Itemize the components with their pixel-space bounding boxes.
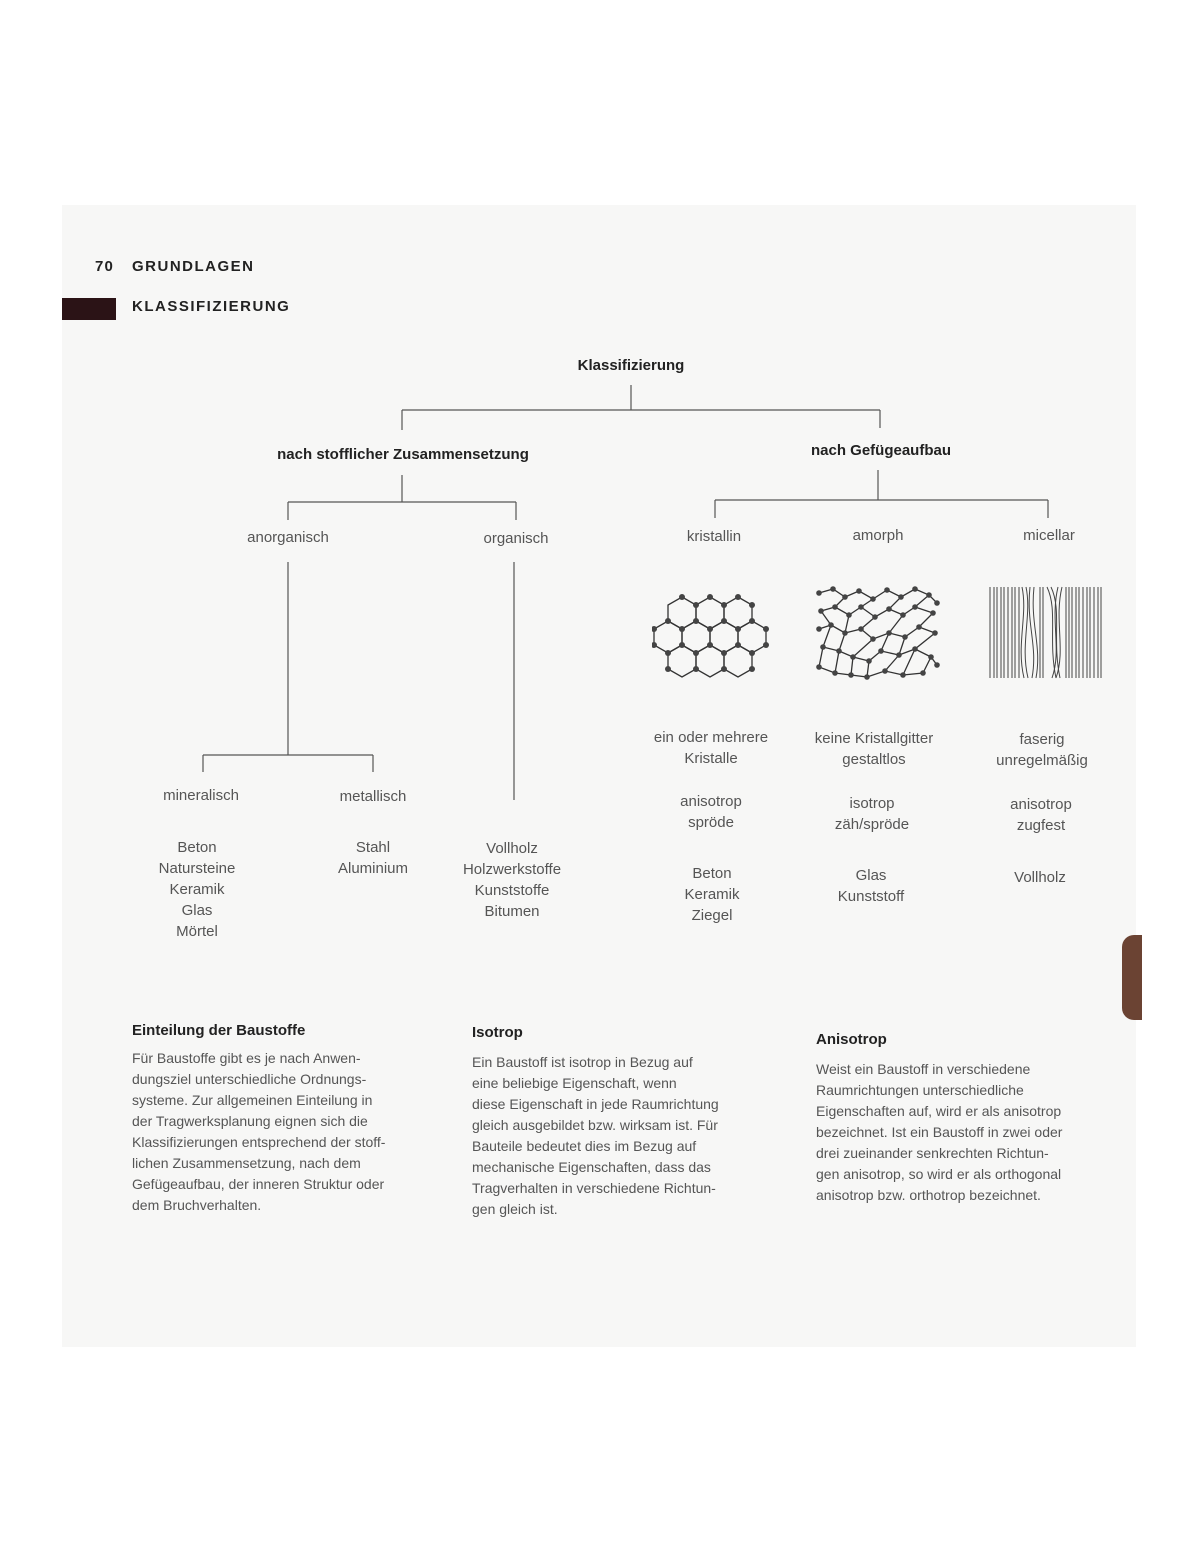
micellar-examples [1014, 867, 1066, 888]
metallisch-examples [338, 837, 408, 879]
node-micellar: micellar [1023, 527, 1075, 544]
micellar-description: faserig unregelmäßig [996, 731, 1088, 769]
amorph-description: keine Kristallgitter gestaltlos [814, 730, 934, 768]
page-edge-shadow [1122, 935, 1142, 1020]
crystal-lattice-illustration [652, 585, 772, 680]
amorph-examples [838, 865, 904, 907]
anisotrop-text: Weist ein Baustoff in verschiedene Raumrichtungen unterschiedliche Eigenschaften auf, wird er als anisotrop bezeichnet. Ist ein Baustoff in zwei oder drei zueinander senkrechten Richtun- gen anisotrop, so wird er als orthogonal anisotrop bzw. orthotrop bezeichnet. [816, 1061, 1063, 1203]
organisch-examples [463, 838, 561, 922]
branch-gefuegeaufbau: nach Gefügeaufbau [810, 442, 952, 459]
node-amorph: amorph [852, 527, 904, 544]
list-item: Beton [692, 865, 732, 882]
section-title: KLASSIFIZIERUNG [132, 298, 291, 315]
isotrop-text: Ein Baustoff ist isotrop in Bezug auf eine beliebige Eigenschaft, wenn diese Eigenschaft in jede Raumrichtung gleich ausgebildet bzw. wirksam ist. Für Bauteile bedeutet dies im Bezug auf mechanische Eigenschaften, dass das Tragverhalten in verschiedene Richtun- gen gleich ist. [472, 1054, 719, 1217]
kristallin-examples [684, 863, 739, 926]
list-item: Keramik [169, 881, 225, 898]
list-item: Mörtel [176, 923, 218, 940]
mineralisch-examples [159, 837, 236, 942]
einteilung-heading: Einteilung der Baustoffe [132, 1022, 306, 1039]
einteilung-text: Für Baustoffe gibt es je nach Anwen- dungsziel unterschiedliche Ordnungs- systeme. Zur allgemeinen Einteilung in der Tragwerksplanung eignen sich die Klassifizierungen entsprechend der stoff- lichen Zusammensetzung, nach dem Gefügeaufbau, der inneren Struktur oder dem Bruchverhalten. [132, 1050, 386, 1213]
list-item: Stahl [355, 839, 391, 856]
tree-root-label: Klassifizierung [577, 357, 685, 374]
micellar-properties: anisotrop zugfest [1010, 796, 1072, 834]
list-item: Glas [181, 902, 213, 919]
kristallin-description: ein oder mehrere Kristalle [653, 729, 769, 767]
chapter-title: GRUNDLAGEN [132, 258, 255, 275]
list-item: Ziegel [691, 907, 733, 924]
list-item: Glas [855, 867, 887, 884]
list-item: Kunststoff [837, 888, 905, 905]
kristallin-properties: anisotrop spröde [680, 793, 742, 831]
node-kristallin: kristallin [686, 528, 742, 545]
micellar-fibre-illustration [988, 585, 1103, 680]
list-item: Beton [177, 839, 217, 856]
node-metallisch: metallisch [339, 788, 407, 805]
node-organisch: organisch [483, 530, 549, 547]
list-item: Keramik [684, 886, 740, 903]
list-item: Kunststoffe [474, 882, 550, 899]
list-item: Bitumen [484, 903, 540, 920]
list-item: Vollholz [1014, 869, 1066, 886]
list-item: Aluminium [337, 860, 409, 877]
anisotrop-heading: Anisotrop [816, 1031, 887, 1048]
branch-stoffliche-zusammensetzung: nach stofflicher Zusammensetzung [277, 446, 529, 463]
node-anorganisch: anorganisch [247, 529, 329, 546]
list-item: Holzwerkstoffe [462, 861, 562, 878]
isotrop-heading: Isotrop [472, 1024, 523, 1041]
amorphous-network-illustration [815, 585, 940, 680]
amorph-properties: isotrop zäh/spröde [834, 795, 910, 833]
list-item: Natursteine [158, 860, 236, 877]
node-mineralisch: mineralisch [163, 787, 239, 804]
list-item: Vollholz [486, 840, 538, 857]
page-number: 70 [95, 258, 115, 275]
